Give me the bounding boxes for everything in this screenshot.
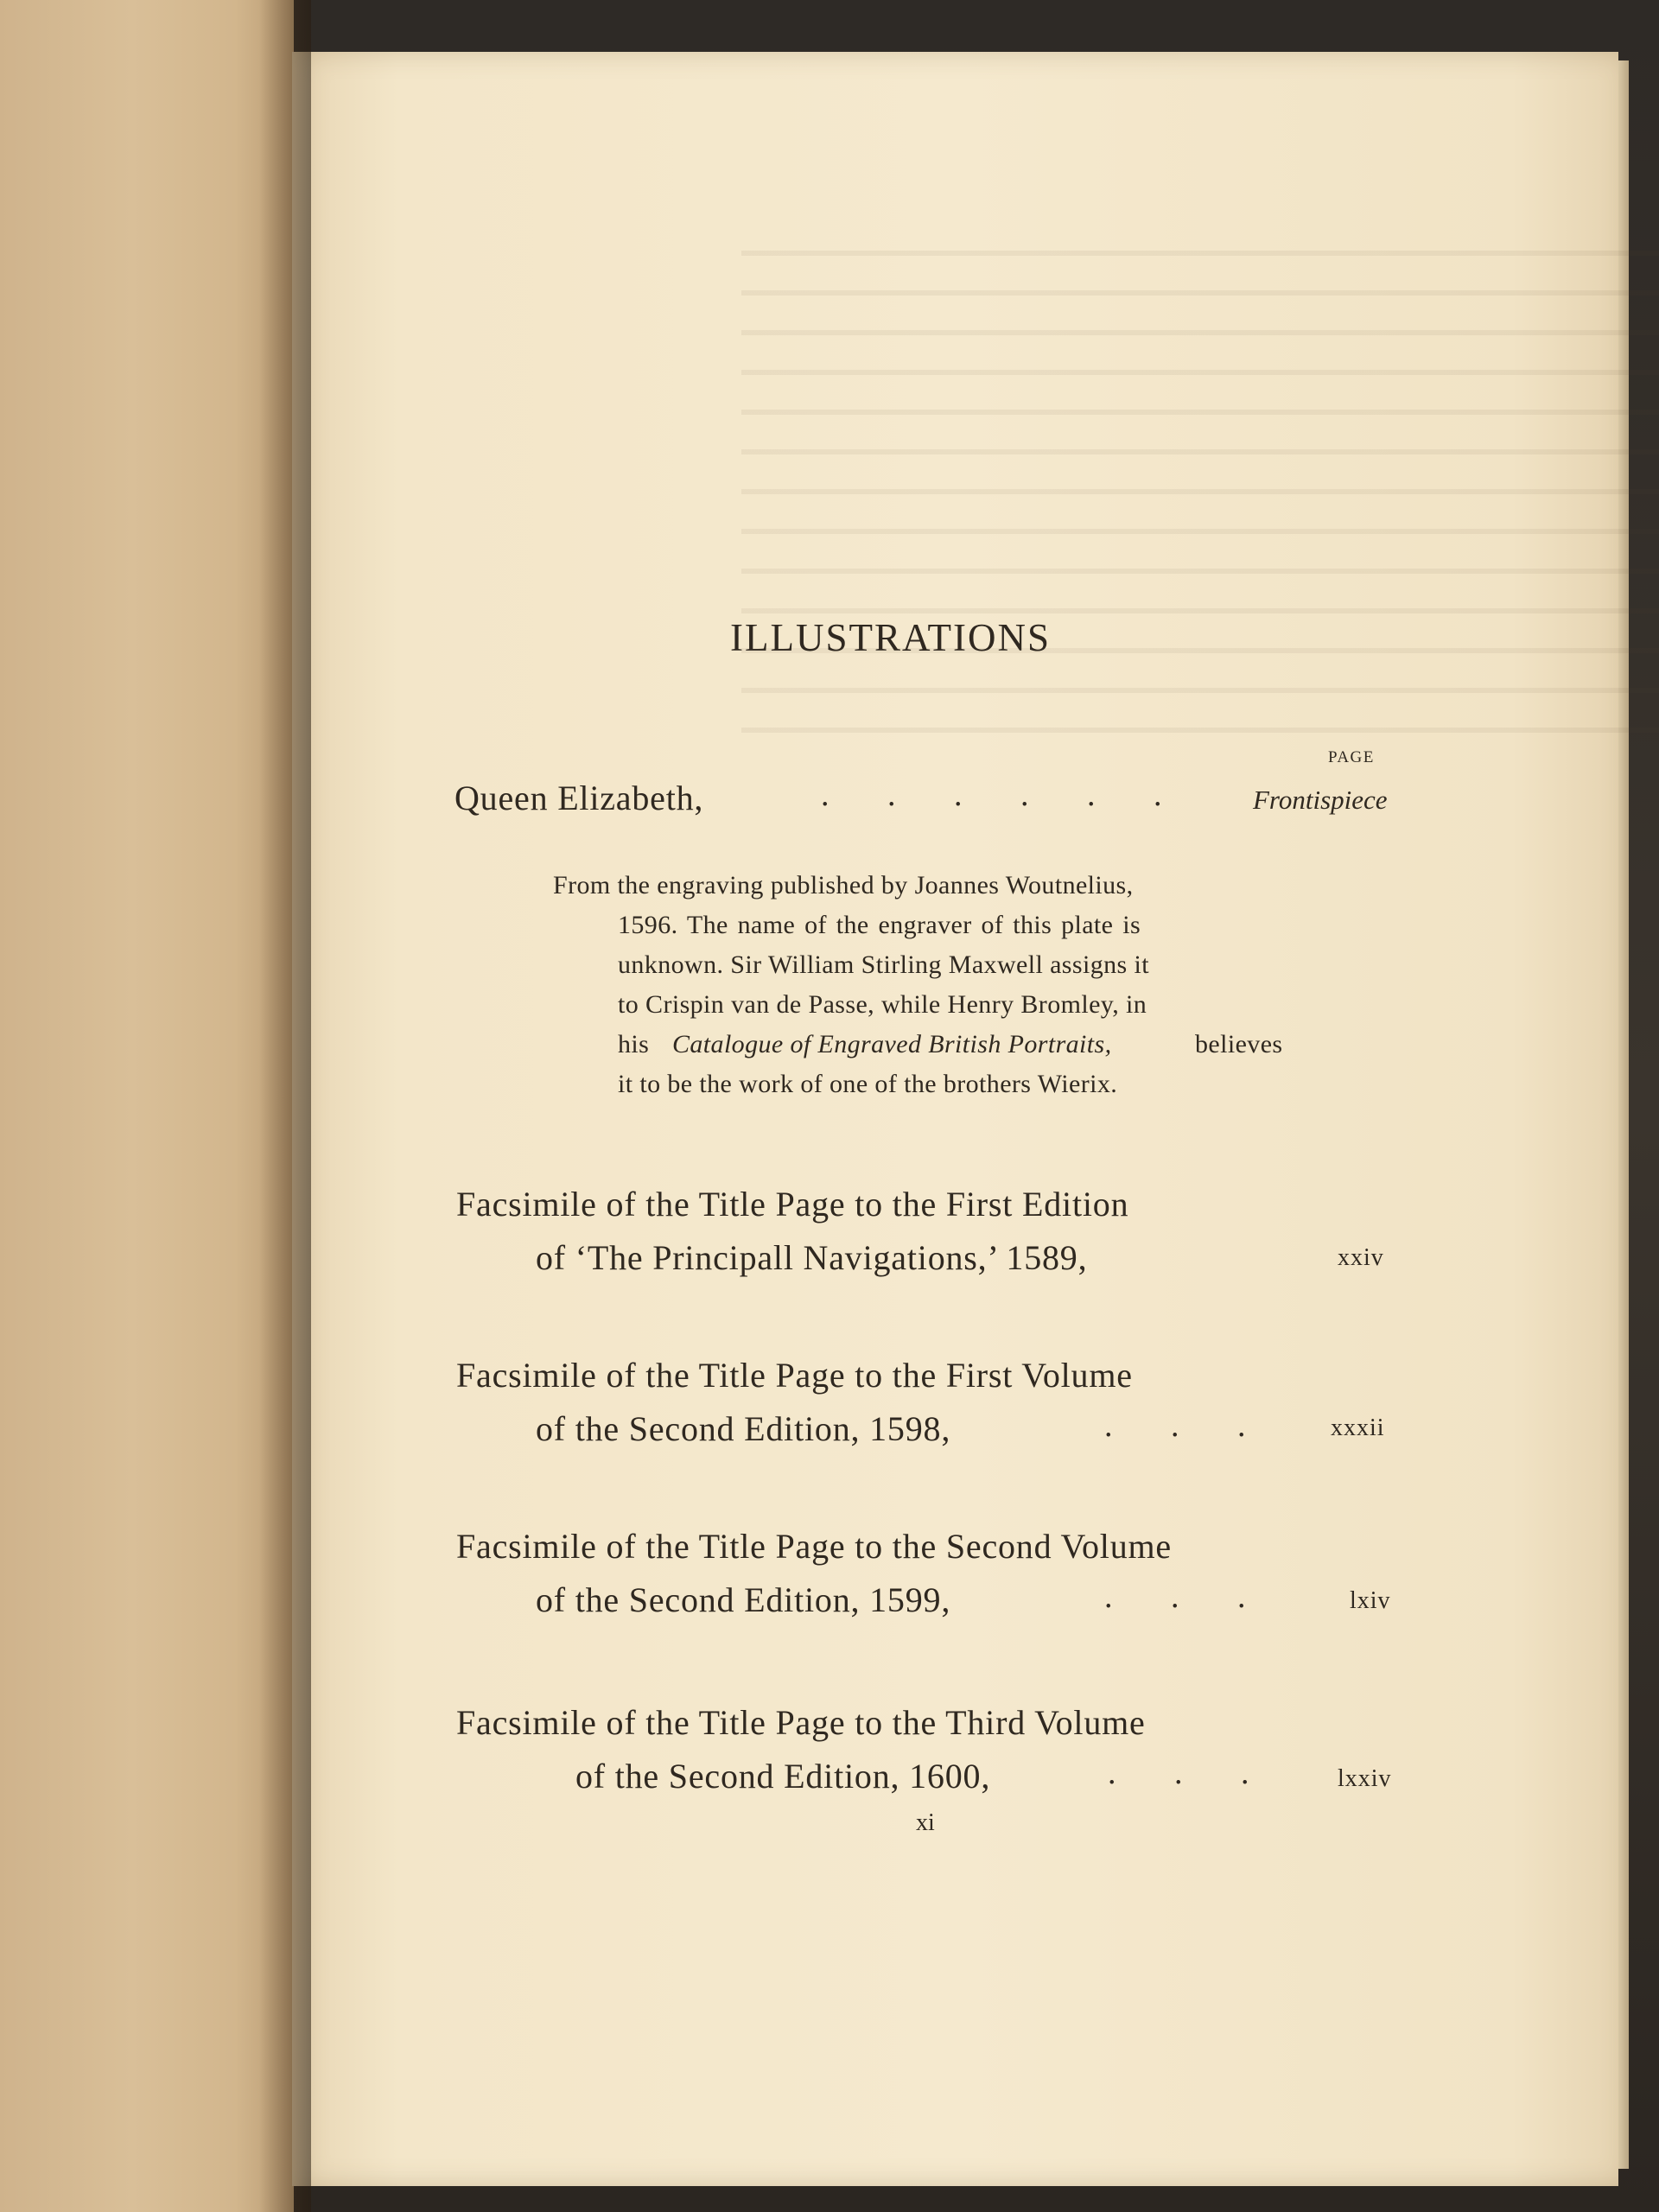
entry-note-line: believes [1195,1030,1283,1058]
book-gutter [259,0,311,2212]
entry-title-continued: of the Second Edition, 1599, [536,1580,951,1619]
show-through-text [741,251,1659,734]
entry-note-line: his [618,1030,650,1058]
entry-title: Facsimile of the Title Page to the Second Volume [456,1527,1172,1566]
entry-note-line: unknown. Sir William Stirling Maxwell assigns it [618,950,1149,979]
entry-leader-dots: . . . . . . [821,777,1162,813]
entry-page-number: lxiv [1350,1587,1391,1614]
entry-title: Queen Elizabeth, [454,779,704,817]
entry-note-line: 1596. The name of the engraver of this plate is [618,911,1141,939]
page-column-label: PAGE [1328,748,1375,766]
entry-page-number: Frontispiece [1253,785,1388,815]
entry-note-italic-title: Catalogue of Engraved British Portraits, [672,1030,1112,1058]
entry-page-number: lxxiv [1338,1765,1392,1792]
entry-leader-dots: . . . [1108,1755,1249,1791]
entry-title-continued: of the Second Edition, 1598, [536,1409,951,1448]
entry-title: Facsimile of the Title Page to the Third Volume [456,1703,1146,1742]
entry-title: Facsimile of the Title Page to the First Edition [456,1185,1129,1224]
entry-title: Facsimile of the Title Page to the First Volume [456,1356,1133,1395]
entry-page-number: xxiv [1338,1244,1384,1271]
entry-page-number: xxxii [1331,1414,1385,1441]
left-facing-page [0,0,294,2212]
book-page [292,52,1618,2186]
entry-note-line: From the engraving published by Joannes Woutnelius, [553,871,1134,899]
entry-note-line: it to be the work of one of the brothers Wierix. [618,1070,1118,1098]
entry-title-continued: of ‘The Principall Navigations,’ 1589, [536,1238,1088,1277]
page-title: ILLUSTRATIONS [730,616,1051,659]
page-folio-number: xi [916,1809,935,1836]
entry-leader-dots: . . . [1104,1408,1246,1444]
entry-title-continued: of the Second Edition, 1600, [575,1757,991,1796]
entry-note-line: to Crispin van de Passe, while Henry Bromley, in [618,990,1147,1019]
entry-leader-dots: . . . [1104,1579,1246,1615]
